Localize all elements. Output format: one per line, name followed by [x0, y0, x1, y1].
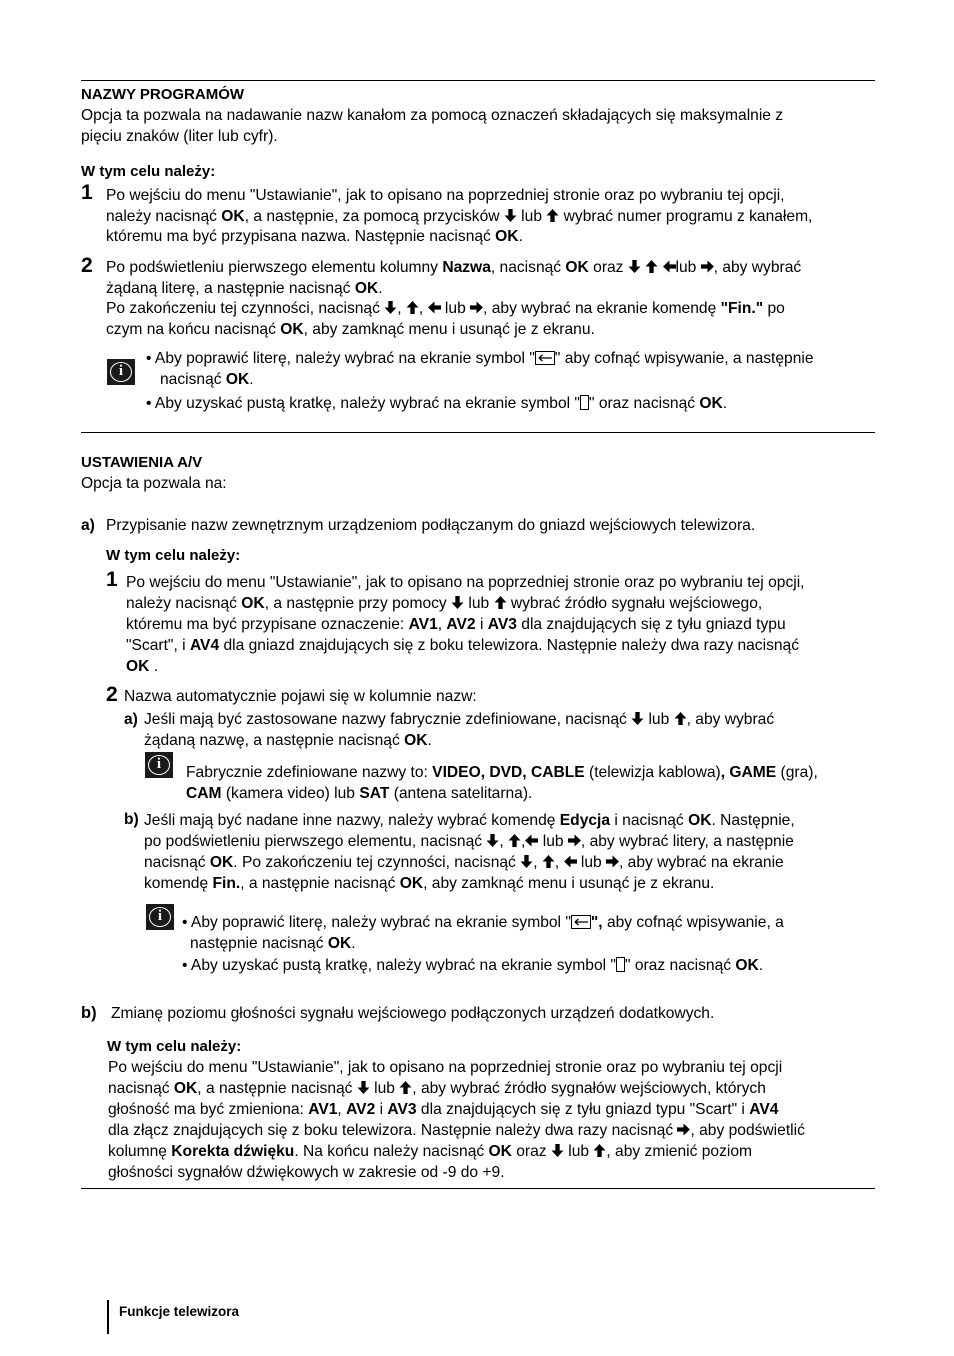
footer-bar — [107, 1300, 109, 1334]
section-intro: Opcja ta pozwala na: — [81, 475, 227, 492]
item-label-a: a) — [81, 517, 95, 534]
subitem-b-text: Jeśli mają być nadane inne nazwy, należy wybrać komendę Edycja i nacisnąć OK. Następnie, po podświetleniu pierwszego elementu, nacisnąć , , lub , aby wybrać litery, a następnie nacisnąć OK. Po zakończeniu tej czynności, nacisnąć , , lub , aby wybrać na ekranie komendę Fin., a następnie nacisnąć OK, aby zamknąć menu i usunąć je z ekranu. — [144, 812, 795, 892]
arrow-right-icon — [677, 1123, 690, 1136]
step-1-text: Po wejściu do menu "Ustawianie", jak to opisano na poprzedniej stronie oraz po wybraniu tej opcji, należy nacisnąć OK, a następnie, za pomocą przycisków lub wybrać numer programu z kanałem, któremu ma być przypisana nazwa. Następnie nacisnąć OK. — [106, 187, 813, 245]
info-icon: i — [146, 904, 174, 930]
empty-box-symbol-icon — [616, 957, 625, 972]
step-1-text: Po wejściu do menu "Ustawianie", jak to opisano na poprzedniej stronie oraz po wybraniu tej opcji, należy nacisnąć OK, a następnie przy pomocy lub wybrać źródło sygnału wejściowego, któremu ma być przypisane oznaczenie: AV1, AV2 i AV3 dla znajdujących się z tyłu gniazd typu "Scart", i AV4 dla gniazd znajdujących się z boku telewizora. Następnie należy dwa razy nacisnąć OK . — [126, 574, 805, 675]
step-number: 1 — [81, 181, 93, 204]
arrow-up-icon — [399, 1081, 412, 1094]
arrow-up-icon — [546, 209, 559, 222]
arrow-down-icon — [357, 1081, 370, 1094]
step-2-heading: Nazwa automatycznie pojawi się w kolumnie nazw: — [124, 688, 477, 705]
info-icon: i — [107, 359, 135, 385]
arrow-up-icon — [593, 1144, 606, 1157]
arrow-down-icon — [551, 1144, 564, 1157]
arrow-up-icon — [674, 712, 687, 725]
note-correct-letter: • Aby poprawić literę, należy wybrać na ekranie symbol " ", aby cofnąć wpisywanie, a następnie nacisnąć OK. — [182, 914, 784, 952]
arrow-up-icon — [542, 855, 555, 868]
note-correct-letter: • Aby poprawić literę, należy wybrać na ekranie symbol " " aby cofnąć wpisywanie, a następnie nacisnąć OK. — [146, 350, 814, 388]
note-factory-names: Fabrycznie zdefiniowane nazwy to: VIDEO, DVD, CABLE (telewizja kablowa), GAME (gra), CAM (kamera video) lub SAT (antena satelitarna). — [186, 764, 818, 802]
arrow-up-icon — [494, 596, 507, 609]
arrow-right-icon — [701, 260, 714, 273]
section-title-program-names: NAZWY PROGRAMÓW — [81, 86, 245, 103]
arrow-down-icon — [451, 596, 464, 609]
howto-heading: W tym celu należy: — [106, 547, 241, 564]
arrow-down-icon — [631, 712, 644, 725]
arrow-up-icon — [508, 834, 521, 847]
info-icon: i — [145, 752, 173, 778]
item-a-text: Przypisanie nazw zewnętrznym urządzeniom podłączanym do gniazd wejściowych telewizora. — [106, 517, 756, 534]
arrow-right-icon — [606, 855, 619, 868]
arrow-down-icon — [384, 301, 397, 314]
section-title-av-settings: USTAWIENIA A/V — [81, 454, 203, 471]
volume-instructions: Po wejściu do menu "Ustawianie", jak to opisano na poprzedniej stronie oraz po wybraniu tej opcji nacisnąć OK, a następnie nacisnąć lub , aby wybrać źródło sygnałów wejściowych, których głośność ma być zmieniona: AV1, AV2 i AV3 dla znajdujących się z tyłu gniazd typu "Scart" i AV4 dla złącz znajdujących się z boku telewizora. Następnie należy dwa razy nacisnąć , aby podświetlić kolumnę Korekta dźwięku. Na końcu należy nacisnąć OK oraz lub , aby zmienić poziom głośności sygnałów dźwiękowych w zakresie od -9 do +9. — [108, 1059, 805, 1181]
arrow-right-icon — [470, 301, 483, 314]
footer-section-label: Funkcje telewizora — [119, 1304, 240, 1319]
step-number: 1 — [106, 568, 118, 591]
empty-box-symbol-icon — [580, 395, 589, 410]
arrow-left-icon — [428, 301, 441, 314]
arrow-down-icon — [486, 834, 499, 847]
subitem-label-a: a) — [124, 711, 138, 728]
item-label-b: b) — [81, 1004, 97, 1022]
arrow-down-icon — [628, 260, 641, 273]
backspace-symbol-icon — [571, 915, 591, 929]
subitem-a-text: Jeśli mają być zastosowane nazwy fabrycznie zdefiniowane, nacisnąć lub , aby wybrać żądaną nazwę, a następnie nacisnąć OK. — [144, 711, 775, 749]
arrow-down-icon — [504, 209, 517, 222]
note-empty-box: • Aby uzyskać pustą kratkę, należy wybrać na ekranie symbol " " oraz nacisnąć OK. — [146, 395, 728, 412]
bottom-rule — [81, 1188, 875, 1189]
arrow-left-icon — [564, 855, 577, 868]
arrow-up-icon — [645, 260, 658, 273]
arrow-up-icon — [406, 301, 419, 314]
step-2-text: Po podświetleniu pierwszego elementu kolumny Nazwa, nacisnąć OK oraz lub , aby wybrać żądaną literę, a następnie nacisnąć OK. Po zakończeniu tej czynności, nacisnąć , , lub , aby wybrać na ekranie komendę "Fin." po czym na końcu nacisnąć OK, aby zamknąć menu i usunąć je z ekranu. — [106, 259, 802, 338]
item-b-text: Zmianę poziomu głośności sygnału wejściowego podłączonych urządzeń dodatkowych. — [111, 1005, 715, 1022]
step-number: 2 — [81, 254, 93, 277]
section-divider — [81, 432, 875, 433]
section-intro: Opcja ta pozwala na nadawanie nazw kanałom za pomocą oznaczeń składających się maksymalnie z pięciu znaków (liter lub cyfr). — [81, 107, 784, 145]
subitem-label-b: b) — [124, 811, 139, 828]
arrow-left-icon — [525, 834, 538, 847]
note-empty-box: • Aby uzyskać pustą kratkę, należy wybrać na ekranie symbol " " oraz nacisnąć OK. — [182, 957, 764, 974]
backspace-symbol-icon — [535, 351, 555, 365]
step-number: 2 — [106, 683, 118, 706]
howto-heading: W tym celu należy: — [81, 163, 216, 180]
arrow-down-icon — [520, 855, 533, 868]
howto-heading: W tym celu należy: — [107, 1038, 242, 1055]
arrow-right-icon — [568, 834, 581, 847]
arrow-left-icon — [663, 260, 676, 273]
top-rule — [81, 80, 875, 81]
